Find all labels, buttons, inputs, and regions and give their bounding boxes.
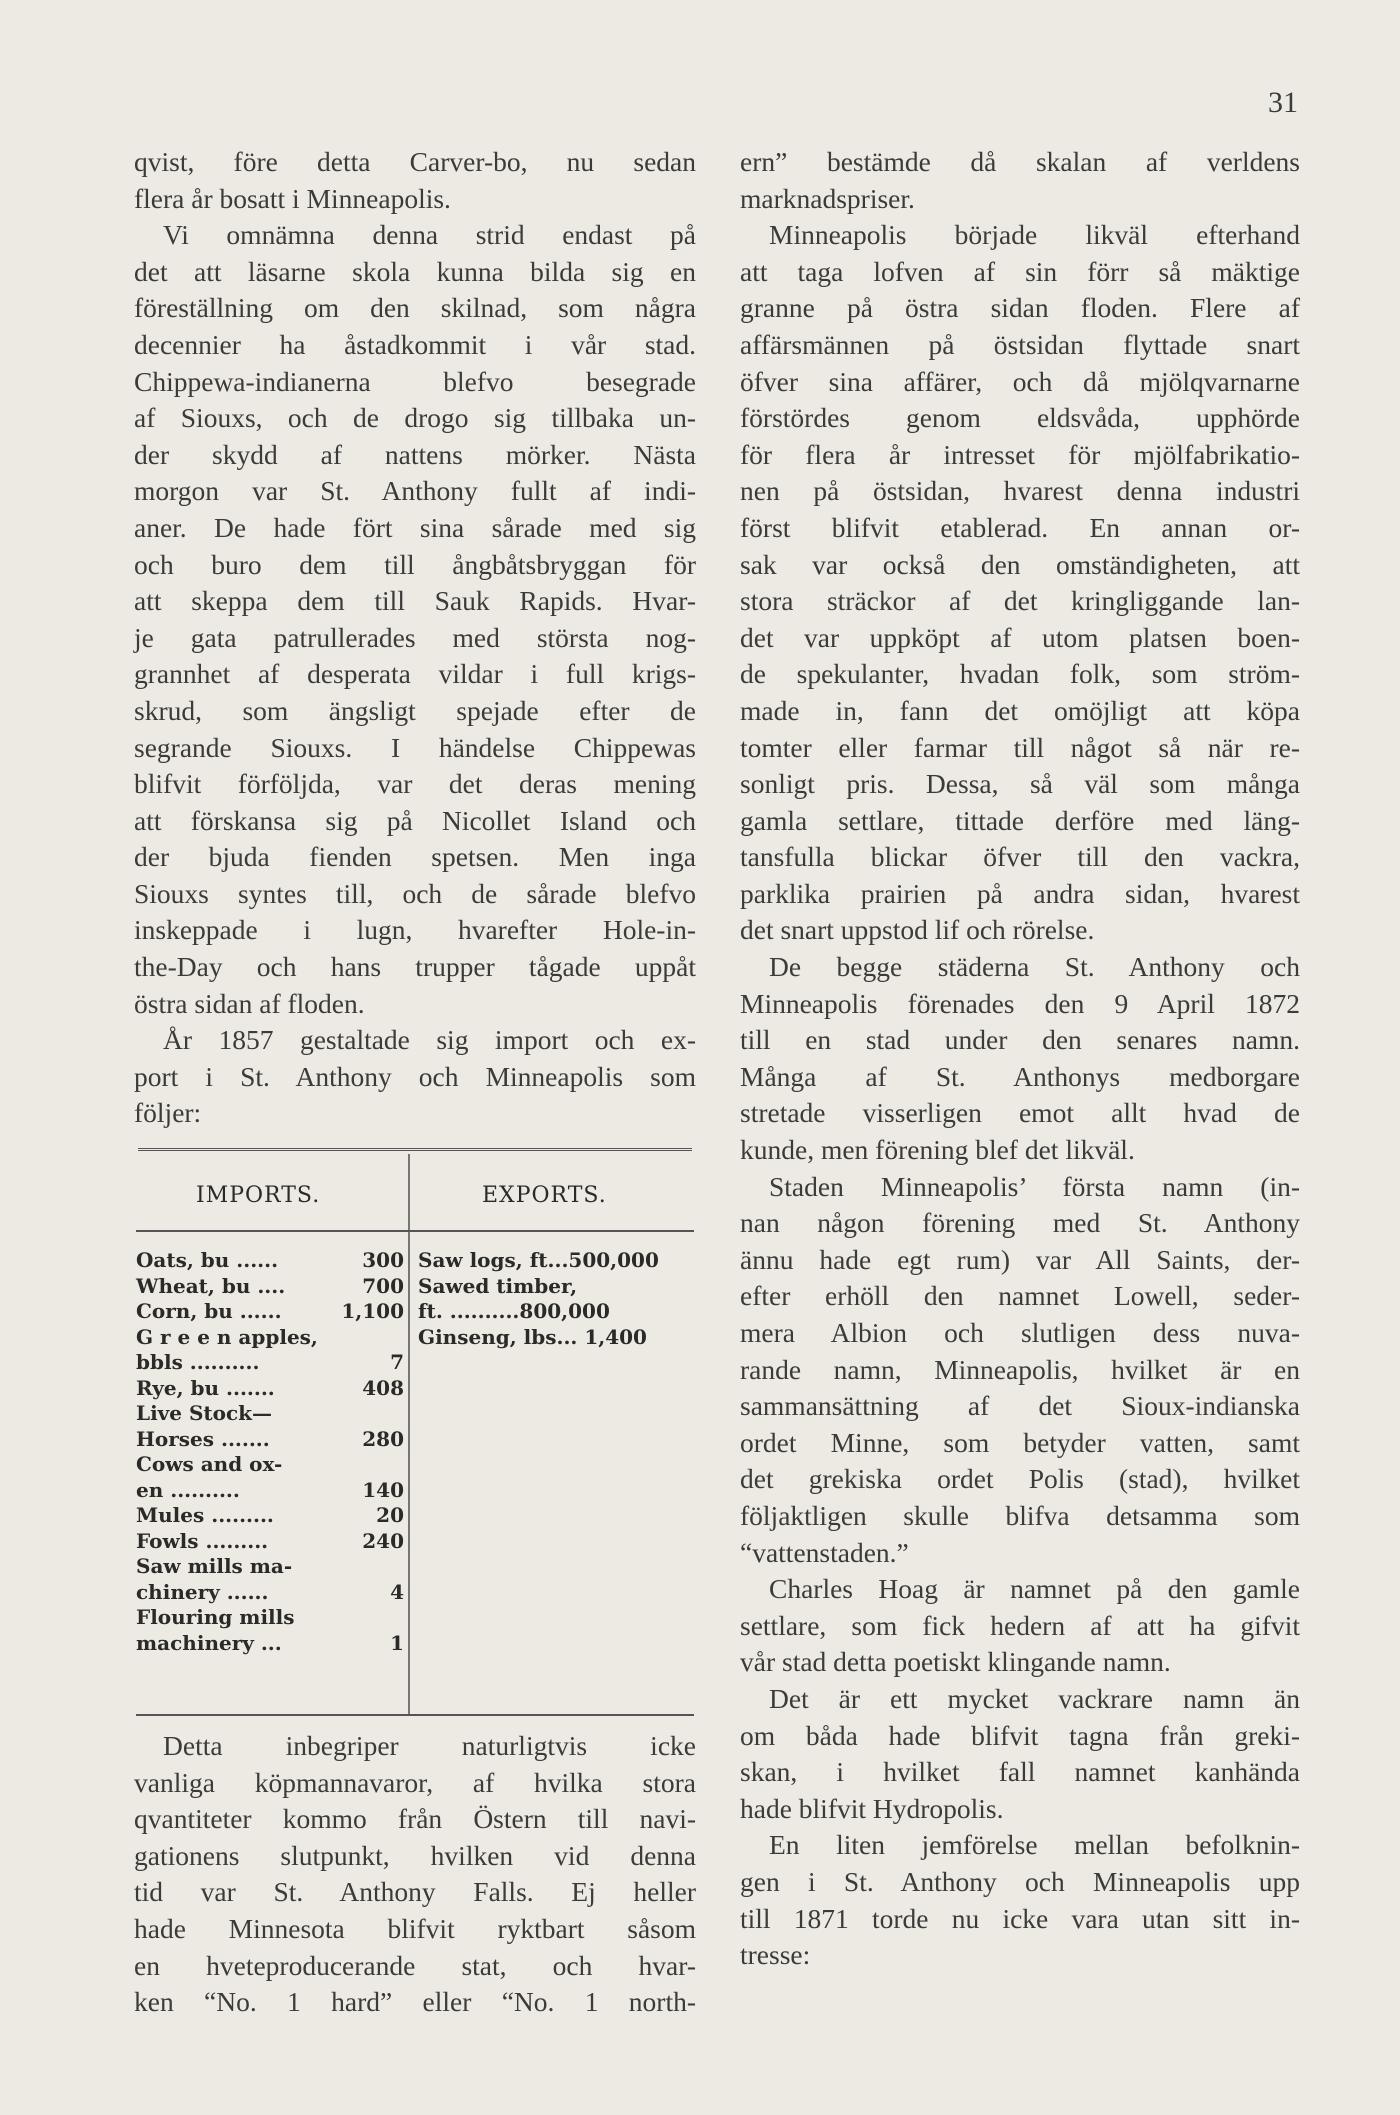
text-line: År 1857 gestaltade sig import och ex- <box>163 1024 696 1056</box>
imports-row-label: Oats, bu ...... <box>136 1248 279 1273</box>
imports-row-label: Corn, bu ...... <box>136 1299 282 1324</box>
text-line: the-Day och hans trupper tågade uppåt <box>134 951 696 983</box>
table-bottom-rule <box>136 1714 694 1716</box>
text-line: gen i St. Anthony och Minneapolis upp <box>740 1865 1300 1897</box>
exports-row-label: Saw logs, ft...500,000 <box>418 1248 659 1273</box>
paragraph <box>740 217 1300 949</box>
text-line: Charles Hoag är namnet på den gamle <box>769 1573 1300 1605</box>
text-line: ännu hade egt rum) var All Saints, der- <box>740 1243 1300 1275</box>
header-rule <box>136 1230 694 1232</box>
imports-row-label: Wheat, bu .... <box>136 1273 286 1298</box>
text-line: Minneapolis började likväl efterhand <box>769 219 1300 251</box>
text-line: ordet Minne, som betyder vatten, samt <box>740 1426 1300 1458</box>
text-line: Chippewa-indianerna blefvo besegrade <box>134 365 696 397</box>
text-line: om båda hade blifvit tagna från greki- <box>740 1719 1300 1751</box>
left-column <box>134 144 696 2021</box>
text-line: följaktligen skulle blifva detsamma som <box>740 1499 1300 1531</box>
imports-row-label: machinery ... <box>136 1630 282 1655</box>
text-line: flera år bosatt i Minneapolis. <box>134 182 451 214</box>
paragraph <box>740 144 1300 217</box>
text-line: det att läsarne skola kunna bilda sig en <box>134 255 696 287</box>
exports-row-label: Sawed timber, <box>418 1273 578 1298</box>
paragraph <box>740 1169 1300 1572</box>
imports-header: IMPORTS. <box>196 1183 321 1209</box>
column-divider <box>408 1154 410 1716</box>
text-line: marknadspriser. <box>740 182 915 214</box>
text-line: förstördes genom eldsvåda, upphörde <box>740 402 1300 434</box>
paragraph <box>134 1728 696 2021</box>
text-line: till en stad under den senares namn. <box>740 1024 1300 1056</box>
text-line: Det är ett mycket vackrare namn än <box>769 1682 1300 1714</box>
text-line: affärsmännen på östsidan flyttade snart <box>740 328 1300 360</box>
imports-row-label: Saw mills ma- <box>136 1554 293 1579</box>
text-line: parklika prairien på andra sidan, hvarest <box>740 877 1300 909</box>
text-line: blifvit förföljda, var det deras mening <box>134 768 696 800</box>
text-line: nen på östsidan, hvarest denna industri <box>740 475 1300 507</box>
text-line: Staden Minneapolis’ första namn (in- <box>769 1170 1300 1202</box>
text-line: följer: <box>134 1097 202 1129</box>
text-line: mera Albion och slutligen dess nuva- <box>740 1317 1300 1348</box>
text-line: Många af St. Anthonys medborgare <box>740 1060 1300 1092</box>
text-line: stora sträckor af det kringliggande lan- <box>740 585 1300 617</box>
right-column <box>740 144 1300 1974</box>
paragraph <box>740 949 1300 1169</box>
text-line: ern” bestämde då skalan af verldens <box>740 146 1300 177</box>
imports-row-label: chinery ...... <box>136 1579 269 1604</box>
text-line: det var uppköpt af utom platsen boen- <box>740 621 1300 653</box>
text-line: Detta inbegriper naturligtvis icke <box>163 1730 696 1762</box>
text-line: af Siouxs, och de drogo sig tillbaka un- <box>134 402 696 434</box>
paragraph <box>740 1571 1300 1681</box>
imports-row-value: 1 <box>390 1630 404 1655</box>
text-line: Vi omnämna denna strid endast på <box>163 219 696 251</box>
text-line: för flera år intresset för mjölfabrikatio- <box>740 438 1300 470</box>
text-line: tomter eller farmar till något så när re- <box>740 731 1300 763</box>
text-line: port i St. Anthony och Minneapolis som <box>134 1060 696 1092</box>
text-line: gamla settlare, tittade derföre med läng- <box>740 804 1300 836</box>
text-line: settlare, som fick hedern af att ha gifvit <box>740 1609 1300 1641</box>
text-line: skrud, som ängsligt spejade efter de <box>134 694 696 726</box>
imports-row-label: Horses ....... <box>136 1426 270 1451</box>
exports-header: EXPORTS. <box>482 1183 607 1209</box>
text-line: och buro dem till ångbåtsbryggan för <box>134 548 696 580</box>
text-line: det grekiska ordet Polis (stad), hvilket <box>740 1463 1300 1495</box>
exports-row-label: Ginseng, lbs... 1,400 <box>418 1324 647 1349</box>
text-line: decennier ha åstadkommit i vår stad. <box>134 328 696 360</box>
paragraph <box>134 217 696 1022</box>
imports-row-value: 240 <box>362 1528 404 1553</box>
exports-row-label: ft. ..........800,000 <box>418 1299 610 1324</box>
text-line: qvantiteter kommo från Östern till navi- <box>134 1803 696 1835</box>
text-line: tansfulla blickar öfver till den vackra, <box>740 841 1300 873</box>
imports-row-label: bbls .......... <box>136 1350 260 1375</box>
import-export-table <box>134 1146 696 1716</box>
text-line: inskeppade i lugn, hvarefter Hole-in- <box>134 914 696 946</box>
text-line: “vattenstaden.” <box>740 1536 909 1568</box>
text-line: ken “No. 1 hard” eller “No. 1 north- <box>134 1986 696 2018</box>
text-line: der bjuda fienden spetsen. Men inga <box>134 841 696 873</box>
text-line: morgon var St. Anthony fullt af indi- <box>134 475 696 507</box>
text-line: tresse: <box>740 1939 811 1971</box>
text-line: qvist, före detta Carver-bo, nu sedan <box>134 146 696 177</box>
text-line: Minneapolis förenades den 9 April 1872 <box>740 987 1300 1019</box>
text-line: föreställning om den skilnad, som några <box>134 292 696 324</box>
text-line: nan någon förening med St. Anthony <box>740 1207 1300 1239</box>
text-line: vanliga köpmannavaror, af hvilka stora <box>134 1766 696 1798</box>
text-line: kunde, men förening blef det likväl. <box>740 1134 1135 1166</box>
paragraph <box>134 144 696 217</box>
table-top-rule <box>138 1148 692 1151</box>
text-line: gationens slutpunkt, hvilken vid denna <box>134 1839 696 1871</box>
imports-row-value: 300 <box>362 1248 404 1273</box>
imports-row-value: 408 <box>362 1375 404 1400</box>
imports-row-value: 700 <box>362 1273 404 1298</box>
imports-row-value: 20 <box>376 1503 404 1528</box>
paragraph <box>740 1827 1300 1973</box>
imports-row-label: Fowls ......... <box>136 1528 269 1553</box>
text-line: en hveteproducerande stat, och hvar- <box>134 1949 696 1981</box>
text-line: vår stad detta poetiskt klingande namn. <box>740 1646 1171 1678</box>
imports-row-value: 4 <box>390 1579 404 1604</box>
imports-row-label: G r e e n apples, <box>136 1324 318 1349</box>
text-line: granne på östra sidan floden. Flere af <box>740 292 1300 324</box>
imports-row-label: Rye, bu ....... <box>136 1375 275 1400</box>
text-line: sak var också den omständigheten, att <box>740 548 1300 580</box>
imports-row-label: Mules ......... <box>136 1503 274 1528</box>
text-line: efter erhöll den namnet Lowell, seder- <box>740 1280 1300 1312</box>
text-line: Siouxs syntes till, och de sårade blefvo <box>134 877 696 909</box>
text-line: öfver sina affärer, och då mjölqvarnarne <box>740 365 1300 397</box>
text-line: de spekulanter, hvadan folk, som ström- <box>740 658 1300 690</box>
imports-row-value: 280 <box>362 1426 404 1451</box>
text-line: till 1871 torde nu icke vara utan sitt in- <box>740 1902 1300 1934</box>
text-line: tid var St. Anthony Falls. Ej heller <box>134 1876 696 1908</box>
paragraph <box>134 1022 696 1132</box>
paragraph <box>740 1681 1300 1827</box>
text-line: grannhet af desperata vildar i full krigs- <box>134 658 696 690</box>
page-number: 31 <box>1268 86 1298 119</box>
imports-row-label: en .......... <box>136 1477 240 1502</box>
text-line: je gata patrullerades med största nog- <box>134 621 696 653</box>
text-line: De begge städerna St. Anthony och <box>769 951 1300 983</box>
text-line: aner. De hade fört sina sårade med sig <box>134 511 696 543</box>
text-line: hade Minnesota blifvit ryktbart såsom <box>134 1913 696 1944</box>
text-line: der skydd af nattens mörker. Nästa <box>134 438 696 470</box>
imports-row-value: 140 <box>362 1477 404 1502</box>
text-line: östra sidan af floden. <box>134 987 365 1019</box>
text-line: sonligt pris. Dessa, så väl som många <box>740 768 1300 800</box>
imports-row-label: Live Stock— <box>136 1401 273 1426</box>
text-line: sammansättning af det Sioux-indianska <box>740 1390 1300 1422</box>
text-line: segrande Siouxs. I händelse Chippewas <box>134 731 696 763</box>
text-line: att taga lofven af sin förr så mäktige <box>740 255 1300 287</box>
text-line: det snart uppstod lif och rörelse. <box>740 914 1095 946</box>
imports-row-label: Cows and ox- <box>136 1452 283 1477</box>
text-line: hade blifvit Hydropolis. <box>740 1792 1004 1824</box>
text-line: made in, fann det omöjligt att köpa <box>740 694 1300 726</box>
text-line: En liten jemförelse mellan befolknin- <box>769 1829 1300 1861</box>
text-line: skan, i hvilket fall namnet kanhända <box>740 1756 1300 1788</box>
imports-row-label: Flouring mills <box>136 1605 295 1630</box>
text-line: att förskansa sig på Nicollet Island och <box>134 804 696 836</box>
text-line: att skeppa dem till Sauk Rapids. Hvar- <box>134 585 696 617</box>
imports-row-value: 7 <box>390 1350 404 1375</box>
imports-row-value: 1,100 <box>341 1299 404 1324</box>
text-line: rande namn, Minneapolis, hvilket är en <box>740 1353 1300 1385</box>
text-line: stretade visserligen emot allt hvad de <box>740 1097 1300 1129</box>
text-line: först blifvit etablerad. En annan or- <box>740 511 1300 543</box>
